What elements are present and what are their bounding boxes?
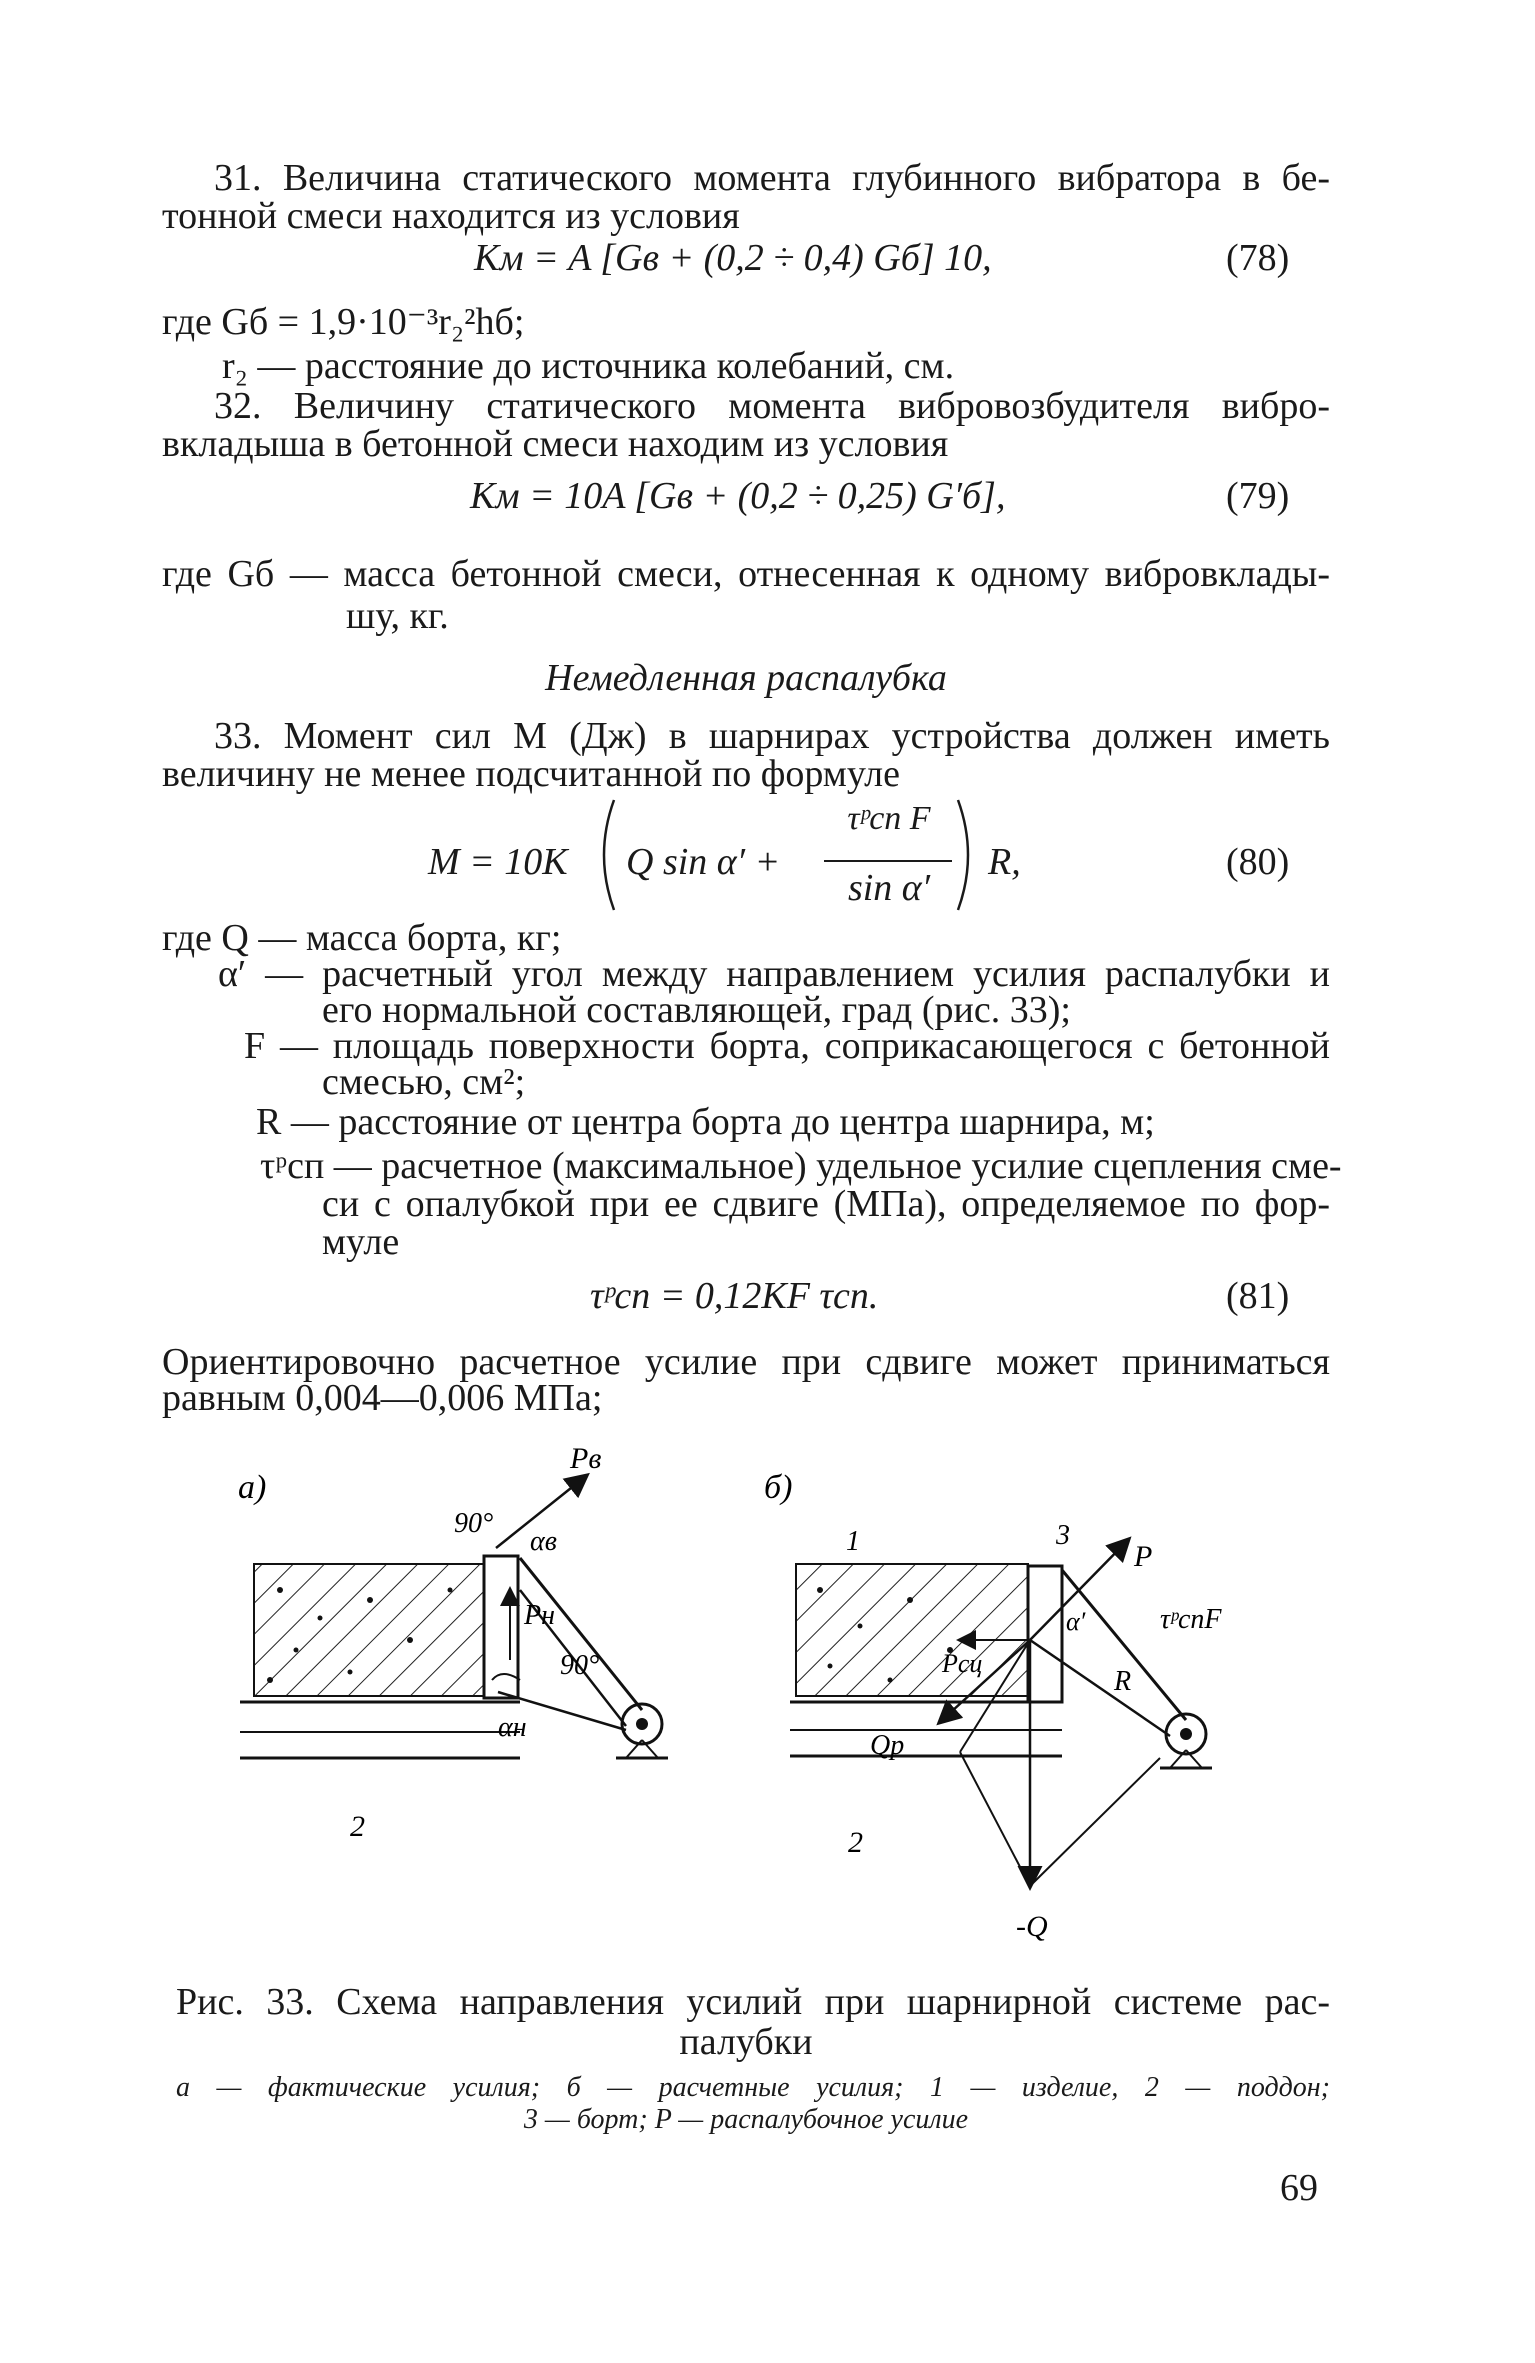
label-1: 1: [846, 1526, 860, 1557]
p31-where-r: r₂ — расстояние до источника колебаний, см.: [222, 345, 955, 387]
p31-where-g: где Gб = 1,9·10⁻³r₂²hб;: [162, 301, 525, 343]
p32-line1: 32. Величину статического момента вибровозбудителя вибро-: [214, 385, 1330, 427]
label-minus-q: -Q: [1016, 1910, 1048, 1943]
label-ph: Pн: [524, 1600, 555, 1631]
label-2-b: 2: [848, 1826, 863, 1859]
formula-81-number: (81): [1226, 1275, 1290, 1317]
label-alpha-h: αн: [498, 1712, 527, 1743]
label-pb: Pв: [570, 1442, 602, 1475]
figure-caption-line2: палубки: [679, 2021, 813, 2063]
def-f: F — площадь поверхности борта, соприкасающегося с бетонной: [244, 1025, 1330, 1067]
def-alpha: α′ — расчетный угол между направлением усилия распалубки и: [218, 953, 1330, 995]
formula-80-numerator: τᵖсп F: [847, 800, 931, 837]
p33-tail2: равным 0,004—0,006 МПа;: [162, 1377, 603, 1419]
formula-78-number: (78): [1226, 237, 1290, 279]
p33-tail1: Ориентировочно расчетное усилие при сдвиге может приниматься: [162, 1341, 1330, 1383]
formula-80-paren-right: [954, 796, 982, 914]
formula-81: τᵖсп = 0,12KF τсп.: [590, 1275, 879, 1317]
figure-legend-line1: а — фактические усилия; б — расчетные усилия; 1 — изделие, 2 — поддон;: [176, 2072, 1330, 2103]
label-tau-f: τᵖспF: [1160, 1604, 1222, 1635]
formula-80-number: (80): [1226, 841, 1290, 883]
label-p: P: [1134, 1540, 1153, 1573]
p33-line2: величину не менее подсчитанной по формуле: [162, 753, 901, 795]
page-number: 69: [1280, 2167, 1318, 2209]
label-alpha-b: αв: [530, 1526, 557, 1557]
def-tau-cont2: муле: [322, 1221, 400, 1263]
label-a: а): [238, 1469, 267, 1506]
def-tau-cont1: си с опалубкой при ее сдвиге (МПа), определяемое по фор-: [322, 1183, 1330, 1225]
label-90-mid: 90°: [560, 1650, 600, 1681]
formula-80-left: M = 10K: [428, 841, 568, 883]
formula-80-fraction-bar: [824, 860, 952, 862]
def-r: R — расстояние от центра борта до центра шарнира, м;: [256, 1101, 1155, 1143]
formula-80-right: R,: [988, 841, 1021, 883]
label-3: 3: [1056, 1520, 1070, 1551]
p32-where1: где Gб — масса бетонной смеси, отнесенная к одному вибровклады-: [162, 553, 1330, 595]
figure-33: [230, 1440, 1330, 1960]
p32-where2: шу, кг.: [346, 595, 449, 637]
label-2-a: 2: [350, 1810, 365, 1843]
def-tau: τᵖсп — расчетное (максимальное) удельное усилие сцепления сме-: [260, 1145, 1342, 1187]
label-b: б): [764, 1469, 793, 1506]
label-90-top: 90°: [454, 1508, 494, 1539]
formula-80-paren-left: [590, 796, 618, 914]
formula-79-number: (79): [1226, 475, 1290, 517]
figure-caption-line1: Рис. 33. Схема направления усилий при шарнирной системе рас-: [176, 1981, 1330, 2023]
def-q: где Q — масса борта, кг;: [162, 917, 562, 959]
label-r: R: [1114, 1666, 1132, 1697]
formula-80-q: Q sin α′ +: [626, 841, 781, 883]
def-alpha-cont: его нормальной составляющей, град (рис. 33);: [322, 989, 1071, 1031]
label-qp: Qp: [870, 1730, 905, 1761]
formula-80-denominator: sin α′: [847, 867, 931, 909]
formula-79: Kм = 10A [Gв + (0,2 ÷ 0,25) G′б],: [470, 475, 1006, 517]
p32-line2: вкладыша в бетонной смеси находим из условия: [162, 423, 949, 465]
figure-legend-line2: 3 — борт; P — распалубочное усилие: [523, 2104, 969, 2135]
section-title: Немедленная распалубка: [545, 657, 947, 699]
def-f-cont: смесью, см²;: [322, 1061, 526, 1103]
p33-line1: 33. Момент сил M (Дж) в шарнирах устройства должен иметь: [214, 715, 1330, 757]
p31-line2: тонной смеси находится из условия: [162, 195, 740, 237]
p31-line1: 31. Величина статического момента глубинного вибратора в бе-: [214, 157, 1330, 199]
label-pcu: Pсц: [942, 1649, 983, 1678]
formula-78: Kм = A [Gв + (0,2 ÷ 0,4) Gб] 10,: [474, 237, 992, 279]
label-alpha-prime: α′: [1066, 1607, 1086, 1636]
